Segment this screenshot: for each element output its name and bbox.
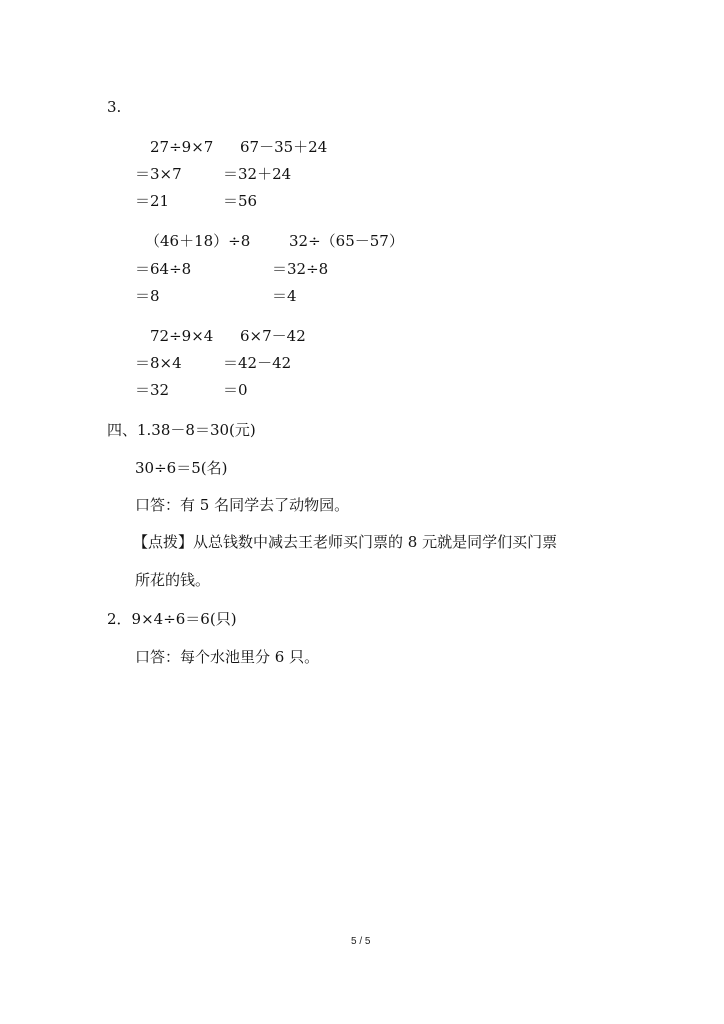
calc-line: ＝32＋24	[223, 165, 292, 183]
calc-line: 67－35＋24	[240, 138, 328, 156]
section-4-q1-line2: 30÷6＝5(名)	[135, 459, 228, 477]
calc-line: （46＋18）÷8	[145, 232, 251, 250]
calc-line: ＝56	[223, 192, 258, 210]
section-4-q2-line1: 2．9×4÷6＝6(只)	[107, 610, 237, 628]
calc-line: 27÷9×7	[150, 138, 214, 156]
section-4-q1-answer: 口答：有 5 名同学去了动物园。	[135, 496, 350, 514]
calc-line: ＝8×4	[135, 354, 182, 372]
calc-line: ＝32	[135, 381, 170, 399]
calc-line: ＝42－42	[223, 354, 292, 372]
calc-line: ＝21	[135, 192, 170, 210]
calc-line: ＝3×7	[135, 165, 182, 183]
section-4-q1-line1: 四、1.38－8＝30(元)	[107, 421, 256, 439]
section-4-q2-answer: 口答：每个水池里分 6 只。	[135, 648, 320, 666]
section-3-number: 3.	[107, 98, 122, 116]
calc-line: ＝64÷8	[135, 260, 192, 278]
section-4-q1-tip-line1: 【点拨】从总钱数中减去王老师买门票的 8 元就是同学们买门票	[133, 533, 558, 551]
calc-line: ＝8	[135, 287, 160, 305]
calc-line: 72÷9×4	[150, 327, 214, 345]
calc-line: 6×7－42	[240, 327, 306, 345]
calc-line: 32÷（65－57）	[289, 232, 404, 250]
section-4-q1-tip-line2: 所花的钱。	[135, 571, 211, 589]
page-number: 5 / 5	[351, 936, 371, 947]
calc-line: ＝0	[223, 381, 248, 399]
calc-line: ＝4	[272, 287, 297, 305]
calc-line: ＝32÷8	[272, 260, 329, 278]
